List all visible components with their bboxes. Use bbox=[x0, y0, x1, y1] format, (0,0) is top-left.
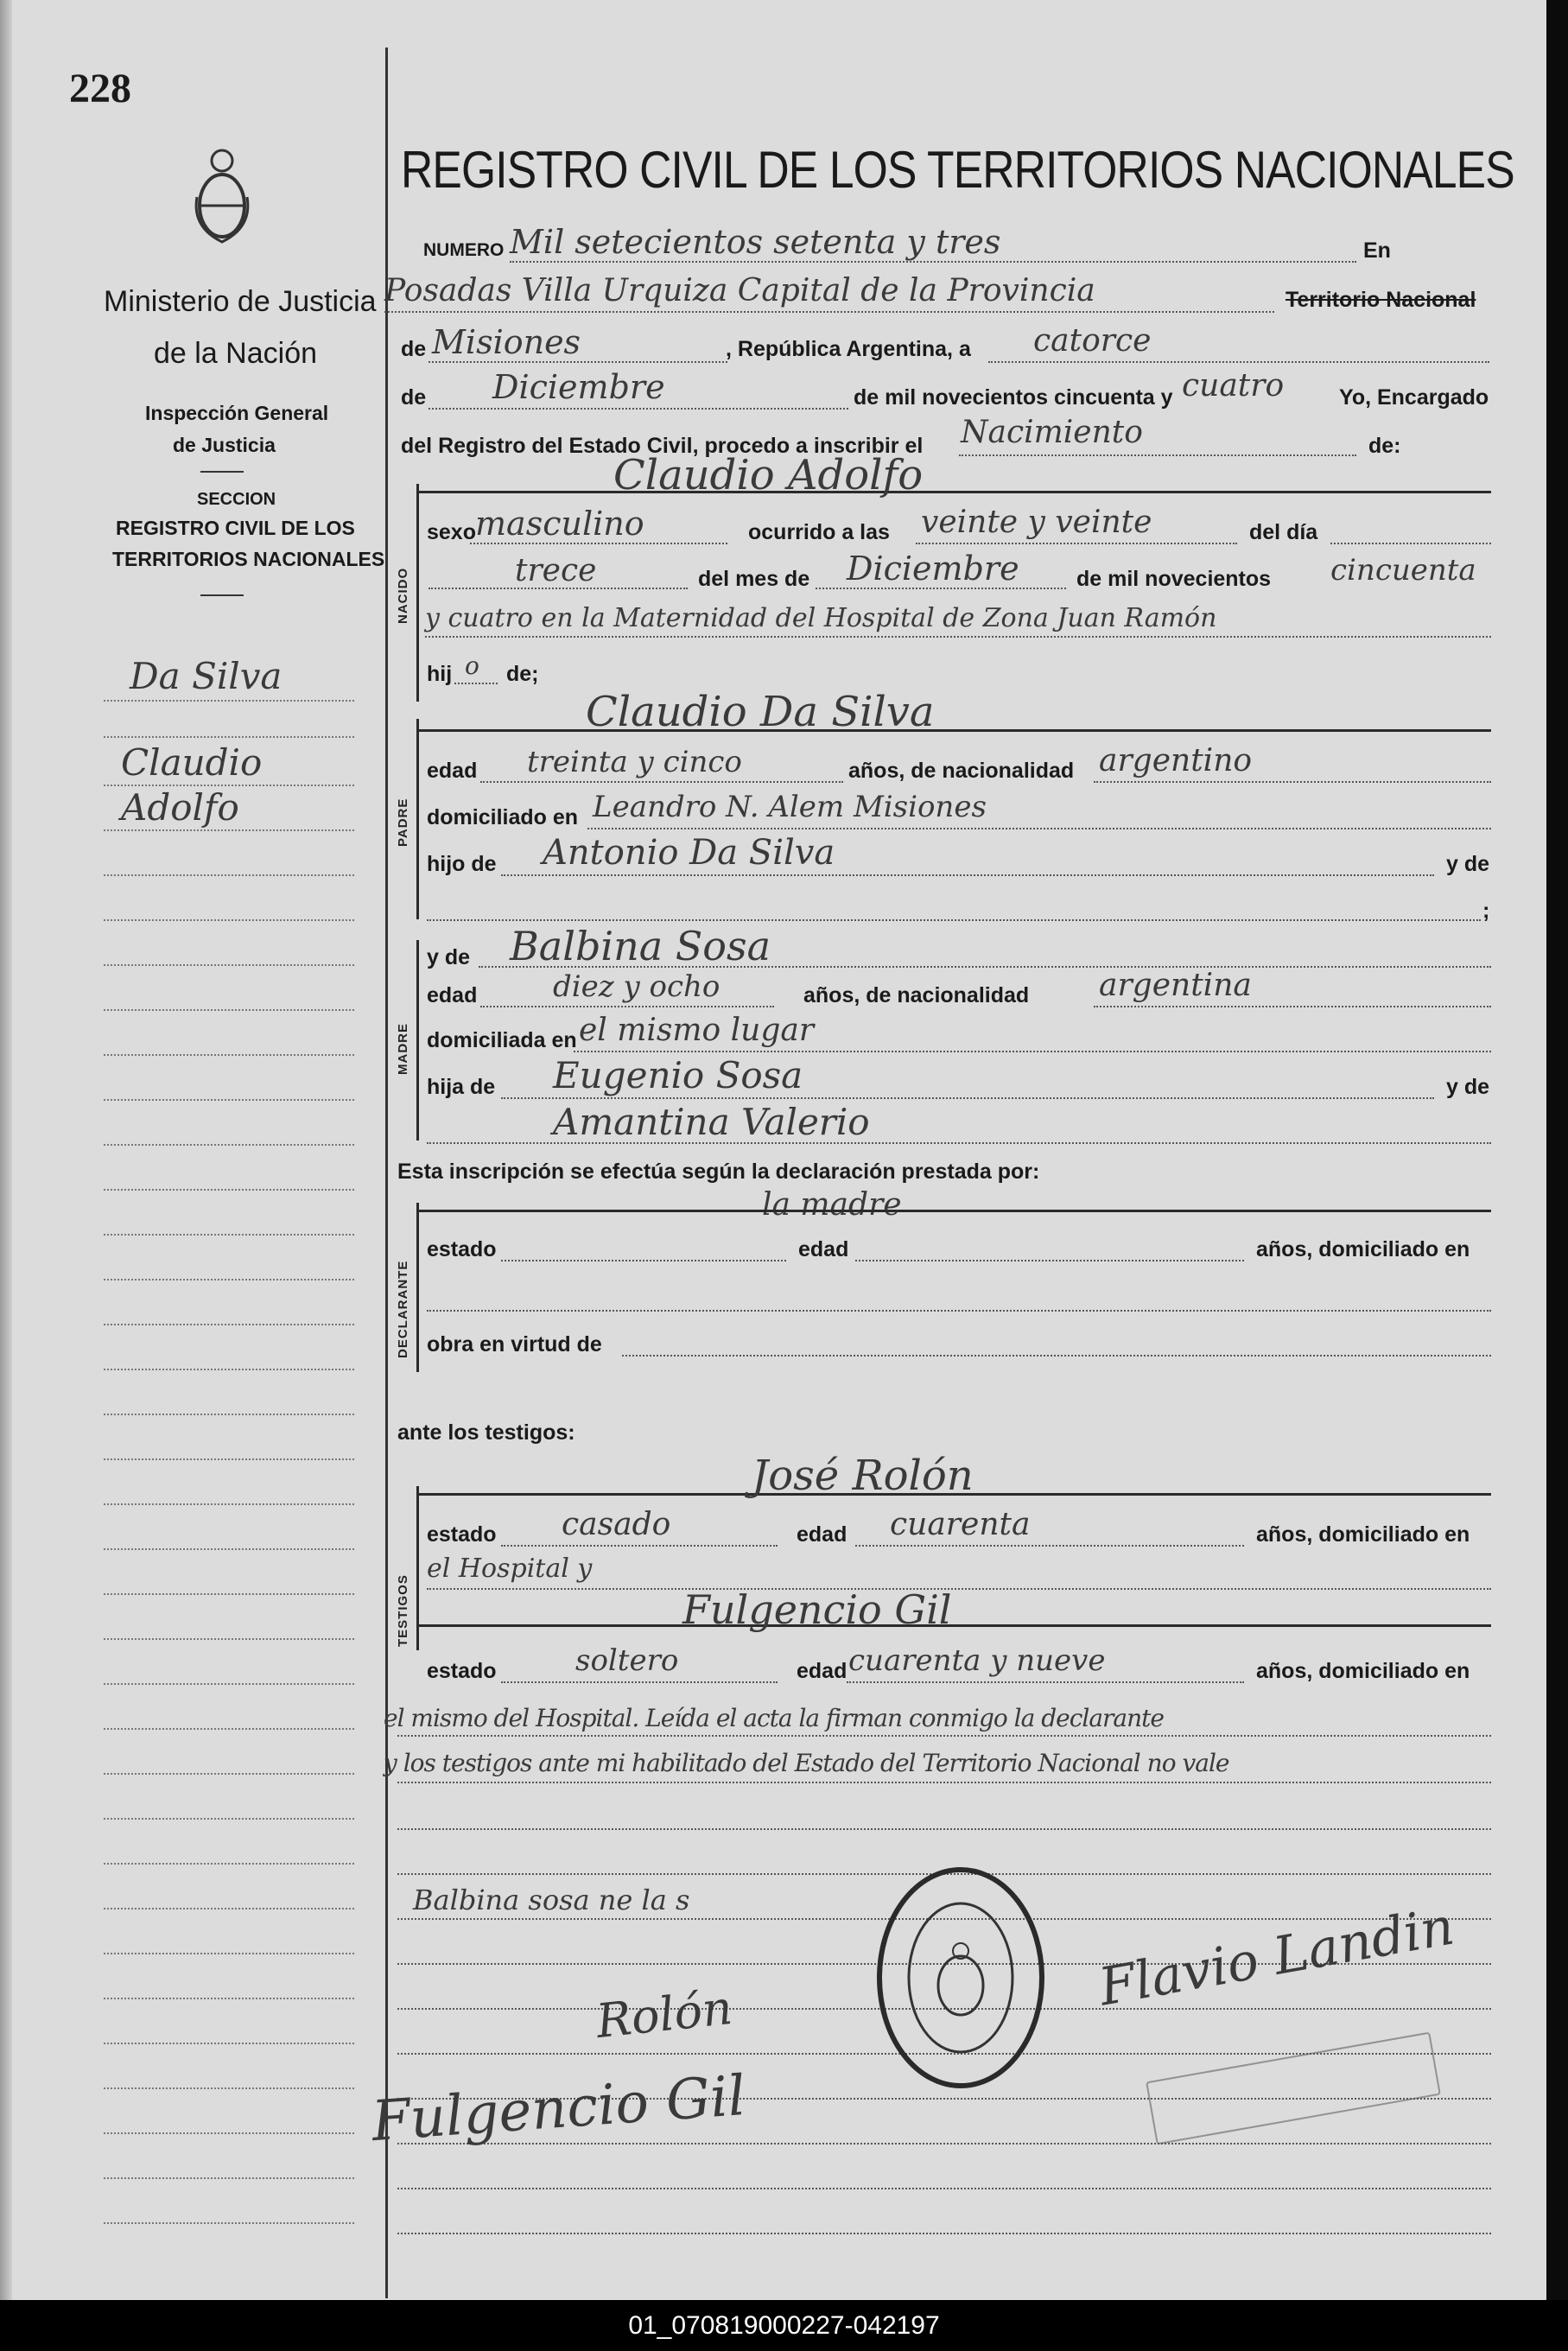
padre-domicilio-value: Leandro N. Alem Misiones bbox=[593, 790, 987, 824]
nacido-bracket bbox=[416, 484, 419, 702]
padre-top-rule bbox=[416, 729, 1491, 732]
testigos-mid-rule bbox=[416, 1624, 1491, 1627]
footer-filename: 01_070819000227-042197 bbox=[0, 2300, 1568, 2351]
del-dia-label: del día bbox=[1249, 520, 1318, 544]
closing-line: y los testigos ante mi habilitado del Estado del Territorio Nacional no vale bbox=[384, 1749, 1229, 1777]
padre-nacionalidad-label: años, de nacionalidad bbox=[848, 759, 1075, 783]
madre-mother2-value: Amantina Valerio bbox=[553, 1101, 870, 1143]
w1-anios-label: años, domiciliado en bbox=[1256, 1522, 1470, 1547]
nacido-side-label: NACIDO bbox=[396, 567, 410, 624]
section-line1: REGISTRO CIVIL DE LOS bbox=[116, 517, 355, 539]
official-seal bbox=[874, 1865, 1047, 2091]
section-line2: TERRITORIOS NACIONALES bbox=[112, 548, 385, 570]
section-label: SECCION bbox=[197, 490, 276, 509]
padre-nacionalidad-value: argentino bbox=[1099, 743, 1253, 778]
en-label: En bbox=[1363, 238, 1391, 263]
w1-domicilio-value: el Hospital y bbox=[427, 1554, 593, 1584]
de-label: de bbox=[401, 337, 427, 361]
year-value: cuatro bbox=[1182, 368, 1285, 403]
madre-domicilio-value: el mismo lugar bbox=[579, 1013, 815, 1048]
inspection-line2: de Justicia bbox=[173, 434, 276, 456]
mes-value: Diciembre bbox=[847, 550, 1019, 588]
margin-given-name2: Adolfo bbox=[121, 786, 239, 829]
w2-estado-label: estado bbox=[427, 1659, 497, 1683]
w1-edad-label: edad bbox=[797, 1522, 847, 1547]
de-label-2: de bbox=[401, 385, 427, 410]
numero-label: NUMERO bbox=[423, 240, 505, 260]
padre-y-de: y de bbox=[1446, 852, 1490, 876]
hij-de-label: de; bbox=[506, 662, 539, 686]
padre-edad-value: treinta y cinco bbox=[527, 745, 742, 779]
madre-domicilio-label: domiciliada en bbox=[427, 1028, 577, 1052]
madre-nacionalidad-value: argentina bbox=[1099, 968, 1252, 1003]
month-value: Diciembre bbox=[492, 368, 665, 406]
ministry-line2: de la Nación bbox=[154, 337, 318, 370]
declarante-side-label: DECLARANTE bbox=[396, 1260, 410, 1358]
numero-value: Mil setecientos setenta y tres bbox=[510, 223, 1001, 261]
padre-bracket bbox=[416, 719, 419, 919]
territorio-label: Territorio Nacional bbox=[1286, 288, 1476, 312]
ministry-line1: Ministerio de Justicia bbox=[104, 285, 377, 318]
page-binding bbox=[0, 0, 12, 2300]
signature-fulgencio: Fulgencio Gil bbox=[369, 2063, 748, 2155]
madre-hija-value: Eugenio Sosa bbox=[553, 1054, 803, 1096]
madre-edad-label: edad bbox=[427, 983, 478, 1007]
witness2-name: Fulgencio Gil bbox=[682, 1586, 952, 1633]
w2-estado-value: soltero bbox=[575, 1643, 679, 1678]
dia-value: trece bbox=[515, 553, 597, 588]
inspection-line1: Inspección General bbox=[145, 402, 329, 424]
declarante-edad-label: edad bbox=[798, 1237, 849, 1261]
padre-edad-label: edad bbox=[427, 759, 478, 783]
madre-y-de2: y de bbox=[1446, 1075, 1490, 1099]
padre-hijo-value: Antonio Da Silva bbox=[543, 833, 835, 873]
declaracion-text: Esta inscripción se efectúa según la declaración prestada por: bbox=[397, 1160, 1040, 1184]
w2-anios-label: años, domiciliado en bbox=[1256, 1659, 1470, 1683]
margin-rule bbox=[385, 48, 388, 2298]
divider bbox=[200, 471, 244, 473]
mil-label: de mil novecientos cincuenta y bbox=[854, 385, 1173, 410]
hij-label: hij bbox=[427, 662, 453, 686]
w2-domicilio-value: el mismo del Hospital. Leída el acta la firman conmigo la declarante bbox=[384, 1704, 1164, 1732]
madre-edad-value: diez y ocho bbox=[553, 969, 721, 1004]
declarante-estado-label: estado bbox=[427, 1237, 497, 1261]
w1-estado-value: casado bbox=[562, 1507, 671, 1542]
padre-hijo-label: hijo de bbox=[427, 852, 497, 876]
registro-label: del Registro del Estado Civil, procedo a inscribir el bbox=[401, 434, 924, 458]
w1-estado-label: estado bbox=[427, 1522, 497, 1547]
encargado-label: Yo, Encargado bbox=[1339, 385, 1489, 410]
divider bbox=[200, 594, 244, 596]
declaracion-value: la madre bbox=[762, 1187, 902, 1223]
ante-testigos-label: ante los testigos: bbox=[397, 1420, 575, 1445]
margin-given-name1: Claudio bbox=[121, 741, 263, 784]
signature-rolon: Rolón bbox=[594, 1979, 735, 2049]
w2-edad-value: cuarenta y nueve bbox=[848, 1643, 1106, 1678]
declarante-obra-label: obra en virtud de bbox=[427, 1332, 602, 1357]
margin-surname: Da Silva bbox=[130, 655, 282, 697]
seal-icon bbox=[874, 1865, 1047, 2091]
page-number: 228 bbox=[69, 66, 131, 111]
hij-value: o bbox=[465, 651, 479, 680]
form-title: REGISTRO CIVIL DE LOS TERRITORIOS NACIONALES bbox=[401, 141, 1514, 199]
declarante-anios-label: años, domiciliado en bbox=[1256, 1237, 1470, 1261]
de-colon: de: bbox=[1368, 434, 1401, 458]
madre-name: Balbina Sosa bbox=[510, 923, 771, 969]
witness1-name: José Rolón bbox=[752, 1452, 974, 1500]
coat-of-arms-icon bbox=[192, 145, 252, 249]
padre-side-label: PADRE bbox=[396, 797, 410, 847]
ocurrido-label: ocurrido a las bbox=[748, 520, 890, 544]
province-value: Misiones bbox=[432, 323, 581, 361]
sexo-value: masculino bbox=[475, 505, 644, 543]
republica-label: , República Argentina, a bbox=[726, 337, 971, 361]
testigos-side-label: TESTIGOS bbox=[396, 1574, 410, 1647]
nacido-name: Claudio Adolfo bbox=[613, 451, 924, 499]
act-value: Nacimiento bbox=[961, 415, 1143, 450]
hora-value: veinte y veinte bbox=[921, 505, 1152, 540]
signature-mother: Balbina sosa ne la s bbox=[413, 1884, 690, 1916]
w2-edad-label: edad bbox=[797, 1659, 847, 1683]
lugar-value: y cuatro en la Maternidad del Hospital de Zona Juan Ramón bbox=[425, 603, 1217, 633]
declarante-top-rule bbox=[416, 1210, 1491, 1212]
mil-label: de mil novecientos bbox=[1076, 567, 1272, 591]
madre-bracket bbox=[416, 940, 419, 1141]
mes-label: del mes de bbox=[698, 567, 810, 591]
day-value: catorce bbox=[1033, 323, 1152, 359]
padre-domicilio-label: domiciliado en bbox=[427, 805, 579, 829]
w1-edad-value: cuarenta bbox=[890, 1507, 1031, 1542]
madre-nacionalidad-label: años, de nacionalidad bbox=[803, 983, 1030, 1007]
declarante-bracket bbox=[416, 1203, 419, 1372]
anio-value: cincuenta bbox=[1330, 553, 1476, 588]
madre-side-label: MADRE bbox=[396, 1023, 410, 1075]
nacido-top-rule bbox=[416, 491, 1491, 493]
madre-y-de: y de bbox=[427, 945, 471, 969]
padre-name: Claudio Da Silva bbox=[586, 688, 935, 736]
signature-official: Flavio Landin bbox=[1095, 1896, 1459, 2018]
padre-semicolon: ; bbox=[1482, 899, 1490, 923]
rect-stamp bbox=[1146, 2032, 1441, 2145]
sexo-label: sexo bbox=[427, 520, 476, 544]
madre-hija-label: hija de bbox=[427, 1075, 496, 1099]
place-value: Posadas Villa Urquiza Capital de la Provincia bbox=[384, 273, 1095, 308]
